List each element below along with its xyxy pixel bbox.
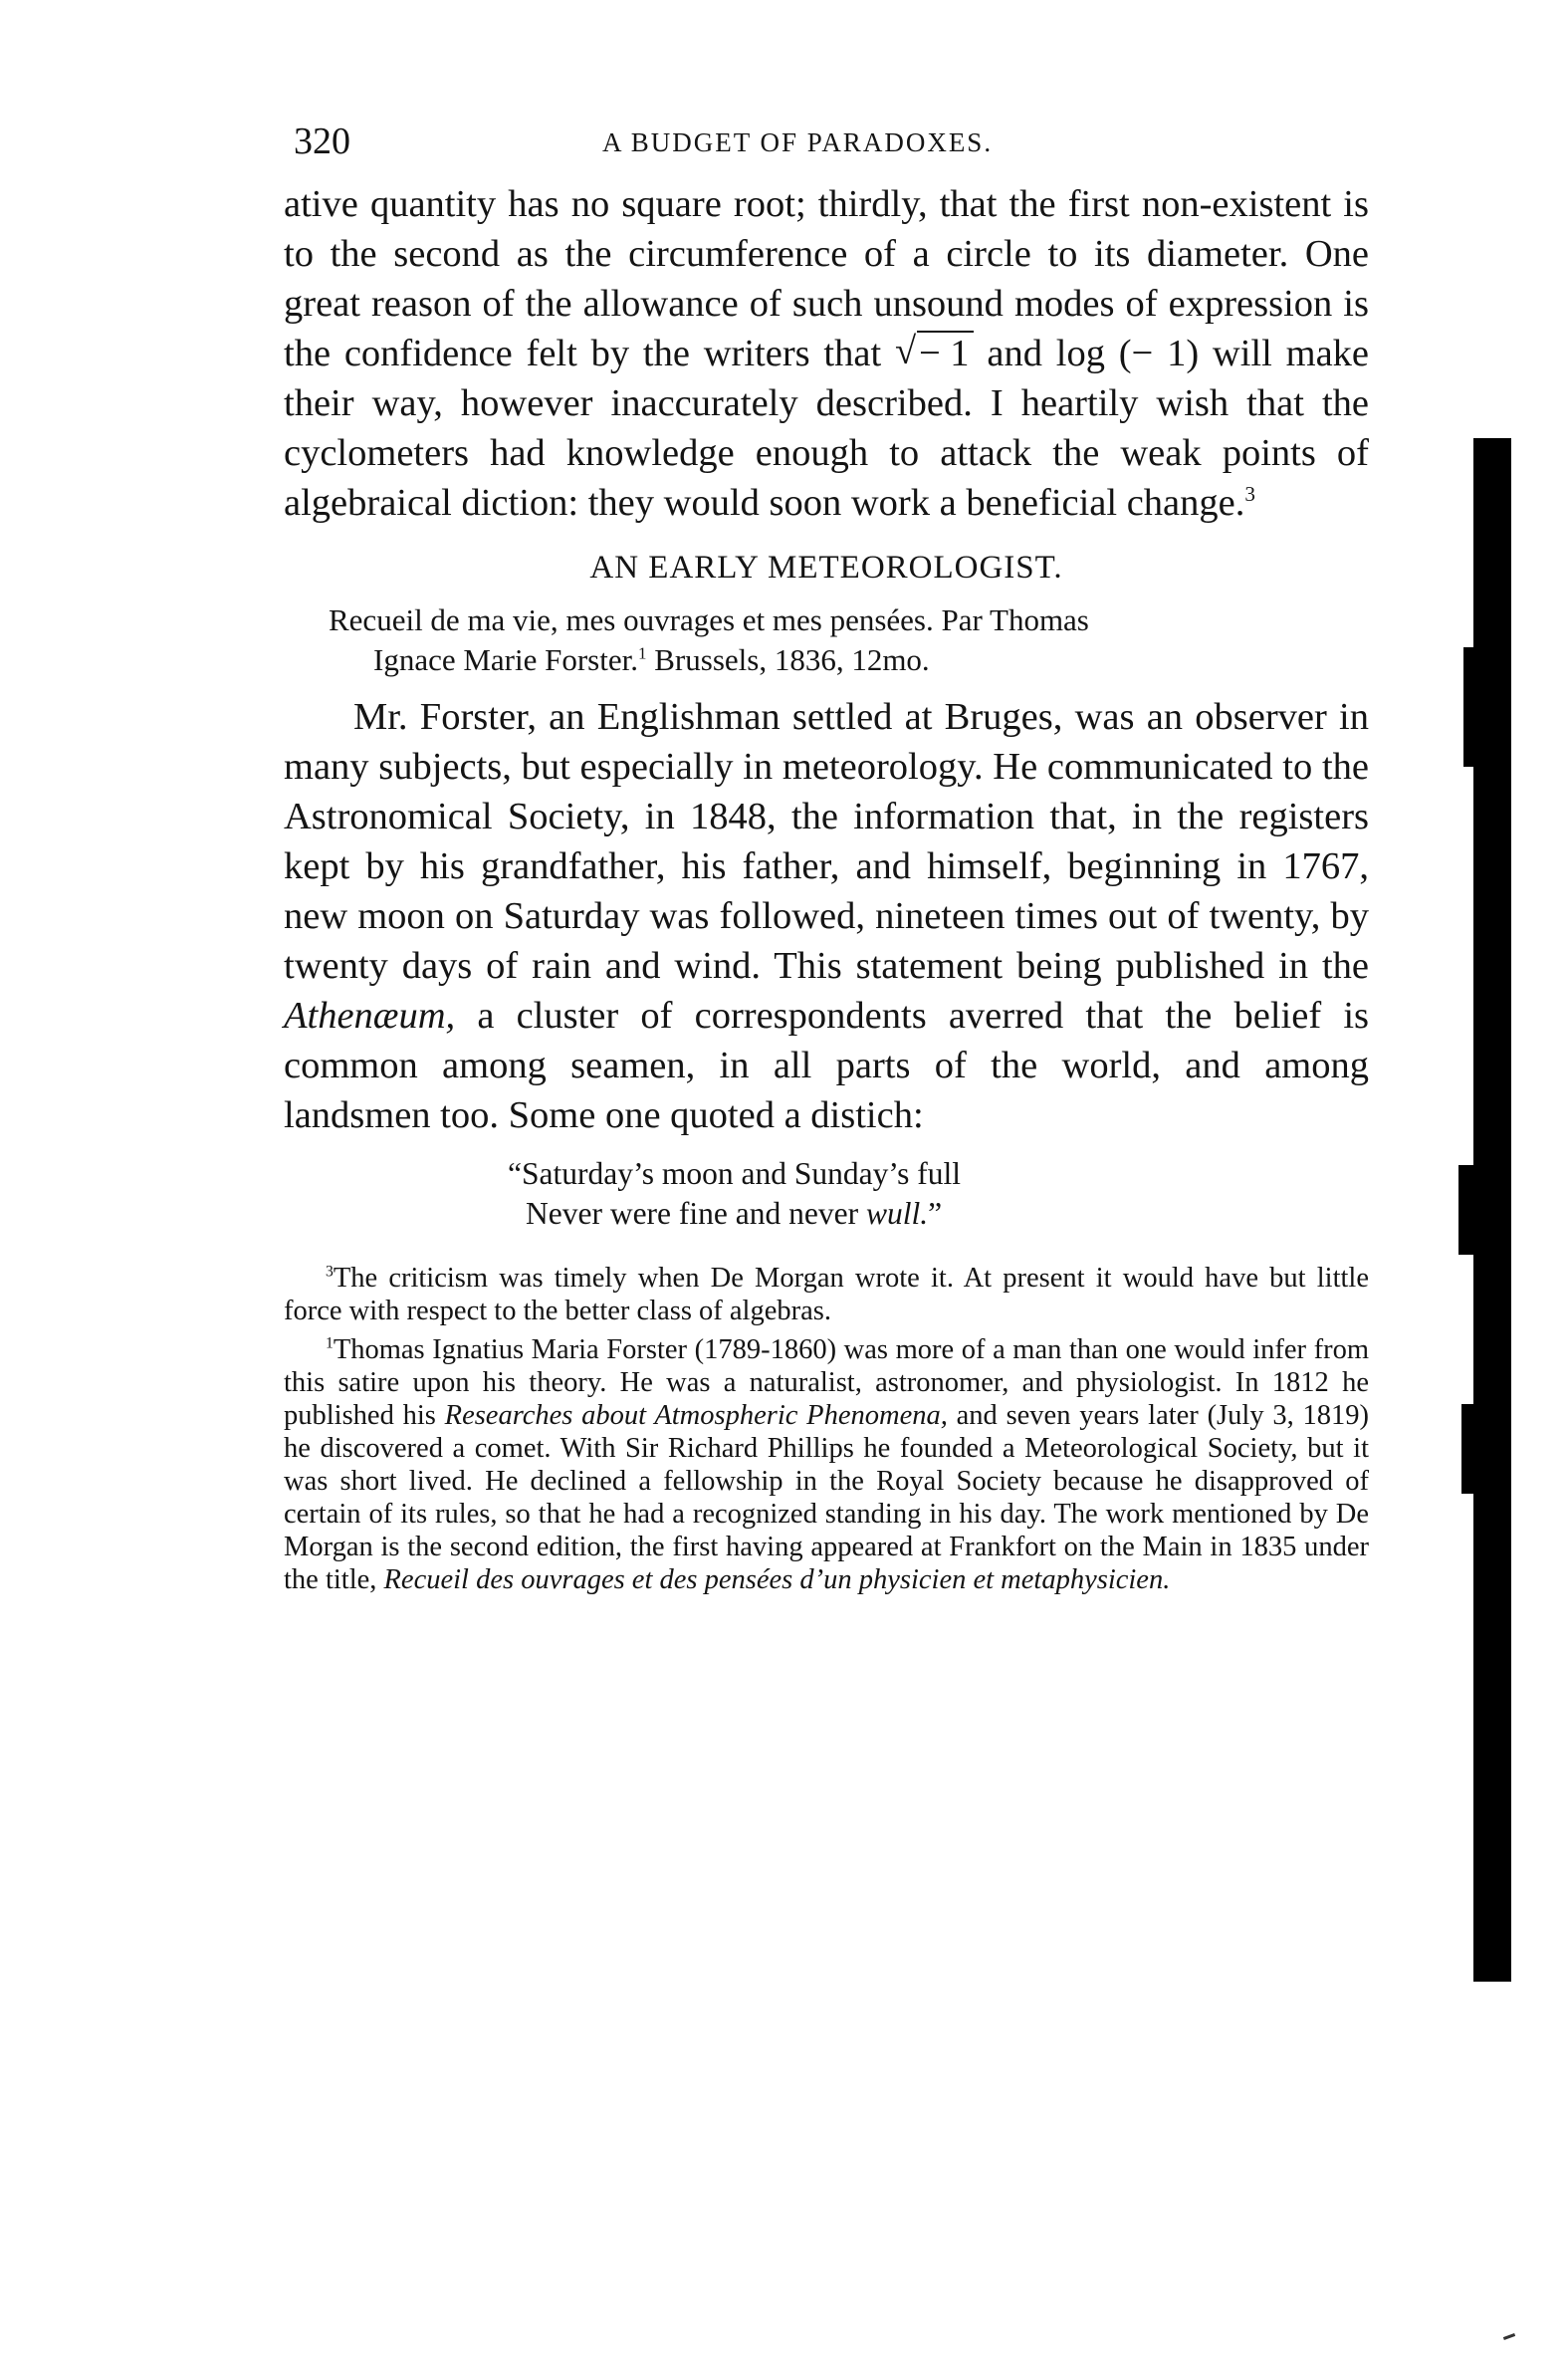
radicand: − 1 [917,331,974,374]
page-header [284,110,1369,179]
footnote-italic-title: Recueil des ouvrages et des pensées d’un physicien et metaphysicien. [383,1564,1171,1595]
footnotes [284,1262,1369,1596]
verse-text: Never were fine and never [526,1196,866,1231]
footnote-reference: 3 [1244,482,1255,507]
paragraph [284,692,1369,1140]
footnote-3 [284,1262,1369,1327]
citation-text: Ignace Marie Forster. [373,642,638,677]
verse-line: “Saturday’s moon and Sunday’s full [508,1156,961,1191]
paragraph-text: a cluster of correspondents averred that the belief is common among seamen, in all parts of the world, and among landsmen too. Some one quoted a distich: [284,995,1369,1136]
scan-edge-shadow-notch [1463,647,1477,767]
paragraph-continuation [284,179,1369,528]
footnote-marker: 3 [326,1263,334,1281]
journal-title: Athenæum, [284,995,456,1037]
page-number: 320 [294,120,350,162]
paragraph-text: and log (− 1) will make their way, however inaccurately described. I heartily wish that the cyclometers had knowledge enough to attack the weak points of algebraical diction: they would soon work a beneficial change. [284,333,1369,524]
scan-stray-mark [1503,2333,1515,2340]
footnote-italic-title: Researches about Atmospheric Phenomena, [444,1400,948,1431]
main-text [284,179,1369,528]
running-head: A BUDGET OF PARADOXES. [602,127,994,157]
footnote-text: Thomas Ignatius Maria Forster (1789-1860) was more of a man than one would infer from this satire upon his theory. He was a naturalist, astronomer, and physiologist. In 1812 he published his [284,1334,1369,1431]
verse-italic-word: wull. [865,1196,929,1231]
book-citation [284,600,1369,680]
quoted-distich [284,1154,1369,1234]
paragraph-text: ative quantity has no square root; thirdly, that the first non-existent is to the second as the circumference of a circle to its diameter. One great reason of the allowance of such unsound modes of expression is the confidence felt by the writers that [284,183,1369,374]
citation-line: Recueil de ma vie, mes ouvrages et mes pensées. Par Thomas [329,602,1089,637]
footnote-text: and seven years later (July 3, 1819) he discovered a comet. With Sir Richard Phillips he founded a Meteorological Society, but it was short lived. He declined a fellowship in the Royal Society because he disapproved of certain of its rules, so that he had a recognized standing in his day. The work mentioned by De Morgan is the second edition, the first having appeared at Frankfort on the Main in 1835 under the title, [284,1400,1369,1595]
scan-edge-shadow [1473,438,1511,1982]
footnote-marker: 1 [326,1334,334,1352]
footnote-text: The criticism was timely when De Morgan wrote it. At present it would have but little force with respect to the better class of algebras. [284,1263,1369,1326]
scan-edge-shadow-notch [1461,1404,1475,1494]
verse-line [508,1194,1369,1234]
footnote-1 [284,1333,1369,1596]
citation-text: Brussels, 1836, 12mo. [646,642,930,677]
book-page [284,110,1369,1602]
radical-sign-icon: √ [894,331,917,372]
section-title: AN EARLY METEOROLOGIST. [589,550,1063,586]
square-root-expression [895,329,974,378]
scan-edge-shadow-notch [1458,1165,1476,1255]
footnote-reference: 1 [637,643,647,663]
verse-text: ” [928,1196,943,1231]
main-text [284,692,1369,1140]
paragraph-text: Mr. Forster, an Englishman settled at Bruges, was an observer in many subjects, but especially in meteorology. He communicated to the Astronomical Society, in 1848, the information that, in the registers kept by his grandfather, his father, and himself, beginning in 1767, new moon on Saturday was followed, nineteen times out of twenty, by twenty days of rain and wind. This statement being published in the [284,696,1369,987]
citation-line [329,640,1369,680]
